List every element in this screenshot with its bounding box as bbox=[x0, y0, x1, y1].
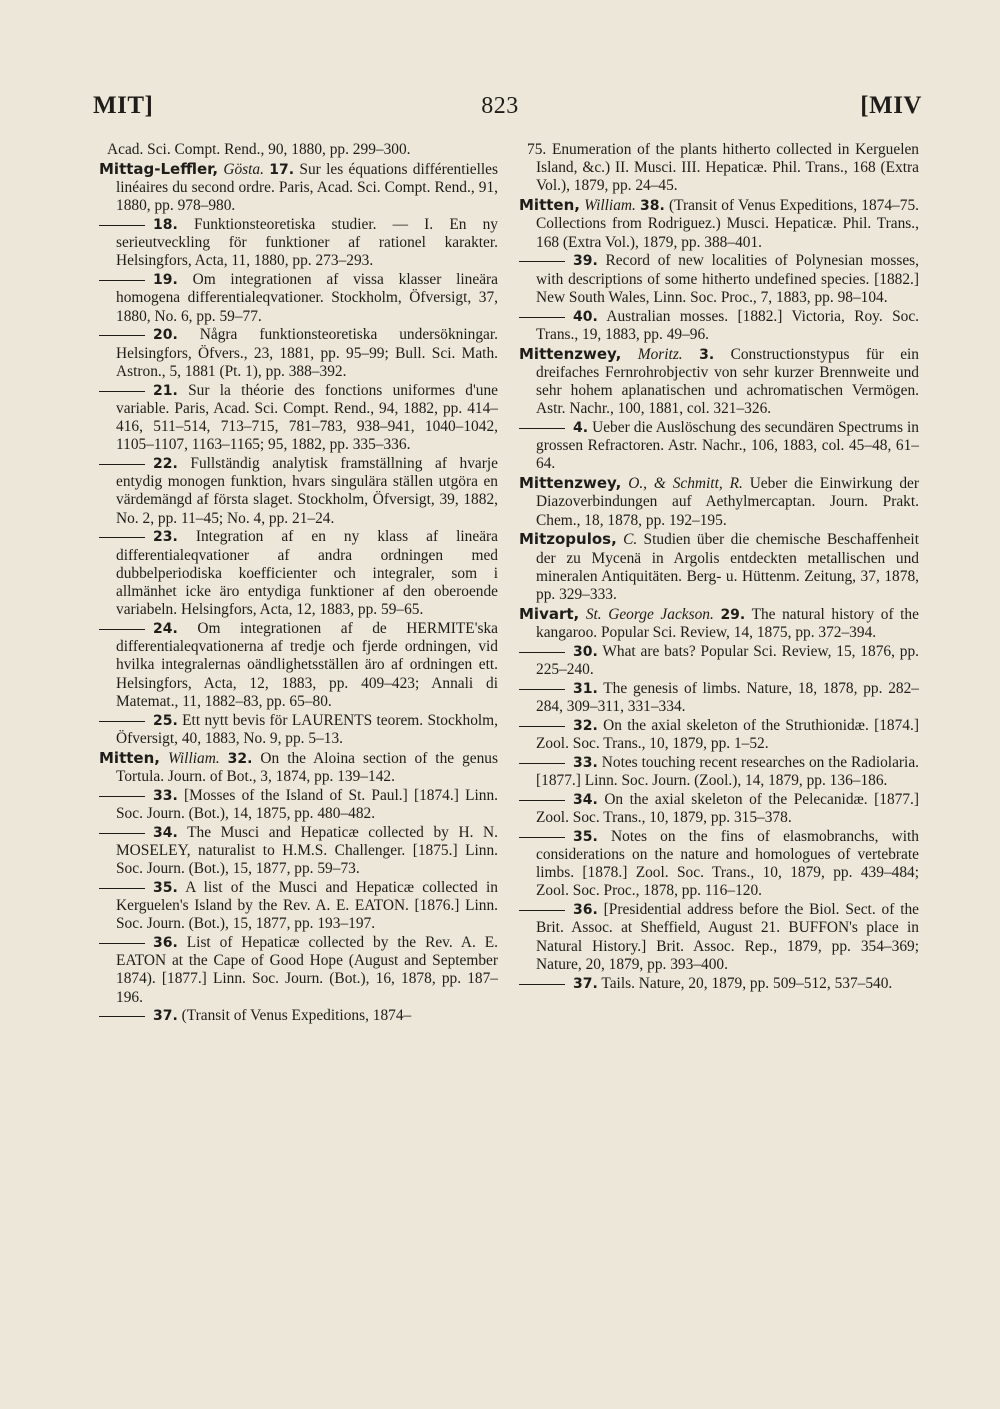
ditto-dash bbox=[99, 225, 145, 226]
author-given-name: Moritz. bbox=[637, 345, 683, 363]
entry-text: (Transit of Venus Expeditions, 1874–75. Collections from Rodriguez.) Musci. Hepaticæ. Phil. Trans., 168 (Extra Vol.), 1879, pp. 388–401. bbox=[536, 197, 919, 251]
bibliography-entry bbox=[99, 382, 498, 455]
author-given-name: O., & Schmitt, R. bbox=[628, 475, 743, 493]
entry-text: Notes on the fins of elasmobranchs, with considerations on the nature and homologues of vertebrate limbs. [1878.] Zool. Soc. Trans., 10, 1879, pp. 439–484; Zool. Soc. Proc., 1878, pp. 116–120. bbox=[536, 827, 919, 900]
bibliography-entry bbox=[519, 643, 919, 679]
bibliography-entry bbox=[519, 605, 919, 642]
ditto-dash bbox=[99, 888, 145, 889]
entry-number: 22. bbox=[153, 456, 178, 473]
ditto-dash bbox=[99, 464, 145, 465]
bibliography-entry bbox=[519, 419, 919, 474]
right-column bbox=[519, 141, 919, 993]
bibliography-entry bbox=[99, 271, 498, 326]
entry-number: 20. bbox=[153, 327, 178, 344]
ditto-dash bbox=[99, 280, 145, 281]
bibliography-entry bbox=[99, 528, 498, 619]
entry-text: Ueber die Auslöschung des secundären Spectrums in grossen Refractoren. Astr. Nachr., 106, 1883, col. 45–48, 61–64. bbox=[536, 419, 919, 473]
ditto-dash bbox=[519, 910, 565, 911]
ditto-dash bbox=[99, 629, 145, 630]
ditto-dash bbox=[99, 391, 145, 392]
running-head-left: MIT] bbox=[93, 92, 154, 119]
entry-text: The Musci and Hepaticæ collected by H. N. MOSELEY, naturalist to H.M.S. Challenger. [1875.] Linn. Soc. Journ. (Bot.), 15, 1877, pp. 59–73. bbox=[116, 823, 498, 878]
bibliography-entry bbox=[519, 680, 919, 716]
entry-text: On the axial skeleton of the Pelecanidæ. [1877.] Zool. Soc. Trans., 10, 1879, pp. 315–378. bbox=[536, 790, 919, 827]
author-name: Mittag-Leffler, bbox=[99, 159, 219, 178]
bibliography-entry bbox=[99, 160, 498, 216]
entry-number: 18. bbox=[153, 217, 178, 233]
entry-text: Ueber die Einwirkung der Diazoverbindungen auf Aethylmercaptan. Journ. Prakt. Chem., 18, 1878, pp. 192–195. bbox=[536, 475, 919, 529]
bibliography-entry bbox=[99, 455, 498, 528]
left-column bbox=[99, 141, 498, 1026]
bibliography-entry bbox=[519, 345, 919, 419]
entry-text: Ett nytt bevis för LAURENTS teorem. Stockholm, Öfversigt, 40, 1883, No. 9, pp. 5–13. bbox=[116, 711, 498, 747]
entry-number: 17. bbox=[269, 161, 295, 178]
entry-number: 37. bbox=[573, 975, 598, 992]
entry-number: 32. bbox=[227, 750, 253, 767]
bibliography-entry bbox=[99, 326, 498, 381]
author-name: Mittenzwey, bbox=[519, 344, 622, 363]
entry-number: 29. bbox=[720, 606, 746, 623]
entry-text: Constructionstypus für ein dreifaches Fernrohrobjectiv von sehr kurzer Brennweite und sehr hohem aplanatischen und achromatischen Vermögen. Astr. Nachr., 100, 1881, col. 321–326. bbox=[536, 345, 919, 418]
entry-number: 34. bbox=[153, 824, 178, 841]
author-given-name: Gösta. bbox=[223, 160, 264, 178]
bibliography-entry bbox=[519, 141, 919, 196]
entry-text: Om integrationen af de HERMITE'ska differentialeqvationerna af tredje och fjerde ordningen, vid hvilka integralernas oändlighetsställen äro af ordningen ett. Helsingfors, Acta, 12, 1883, pp. 409–423; Annali di Matemat., 11, 1882–83, pp. 65–80. bbox=[116, 620, 498, 710]
ditto-dash bbox=[519, 763, 565, 764]
entry-number: 24. bbox=[153, 621, 178, 638]
bibliography-entry bbox=[519, 474, 919, 530]
ditto-dash bbox=[99, 537, 145, 538]
bibliography-entry bbox=[99, 824, 498, 879]
ditto-dash bbox=[99, 796, 145, 797]
bibliography-entry bbox=[519, 252, 919, 307]
author-given-name: William. bbox=[167, 749, 220, 767]
ditto-dash bbox=[519, 652, 565, 653]
author-given-name: St. George Jackson. bbox=[585, 605, 714, 623]
ditto-dash bbox=[519, 689, 565, 690]
bibliography-entry bbox=[519, 975, 919, 993]
author-given-name: William. bbox=[584, 197, 636, 215]
entry-number: 35. bbox=[153, 879, 178, 896]
bibliography-entry bbox=[519, 308, 919, 344]
ditto-dash bbox=[99, 943, 145, 944]
bibliography-entry bbox=[99, 141, 498, 159]
ditto-dash bbox=[519, 984, 565, 985]
bibliography-entry bbox=[99, 216, 498, 271]
entry-text: 75. Enumeration of the plants hitherto collected in Kerguelen Island, &c.) II. Musci. III. Hepaticæ. Phil. Trans., 168 (Extra Vol.), 1879, pp. 24–45. bbox=[527, 141, 919, 195]
entry-number: 36. bbox=[573, 902, 598, 919]
bibliography-entry bbox=[519, 901, 919, 974]
bibliography-entry bbox=[99, 787, 498, 823]
entry-number: 25. bbox=[153, 712, 178, 729]
bibliography-entry bbox=[99, 620, 498, 711]
bibliography-entry bbox=[519, 828, 919, 901]
ditto-dash bbox=[519, 800, 565, 801]
entry-number: 19. bbox=[153, 272, 178, 289]
author-name: Mittenzwey, bbox=[519, 474, 622, 493]
entry-number: 3. bbox=[699, 346, 715, 363]
entry-number: 23. bbox=[153, 529, 178, 546]
entry-number: 34. bbox=[573, 791, 598, 808]
entry-text: Sur la théorie des fonctions uniformes d'une variable. Paris, Acad. Sci. Compt. Rend., 94, 1882, pp. 414–416, 511–514, 713–715, 781–783, 938–941, 1040–1042, 1105–1107, 1163–1165; 95, 1882, pp. 335–336. bbox=[116, 381, 498, 454]
bibliography-entry bbox=[99, 879, 498, 934]
ditto-dash bbox=[519, 428, 565, 429]
bibliography-entry bbox=[519, 717, 919, 753]
entry-text: [Mosses of the Island of St. Paul.] [1874.] Linn. Soc. Journ. (Bot.), 14, 1875, pp. 480–482. bbox=[116, 786, 498, 822]
entry-text: A list of the Musci and Hepaticæ collected in Kerguelen's Island by the Rev. A. E. EATON. [1876.] Linn. Soc. Journ. (Bot.), 15, 1877, pp. 193–197. bbox=[116, 878, 498, 933]
bibliography-entry bbox=[99, 712, 498, 748]
entry-text: Tails. Nature, 20, 1879, pp. 509–512, 537–540. bbox=[601, 974, 893, 992]
entry-number: 40. bbox=[573, 308, 598, 325]
entry-text: Sur les équations différentielles linéaires du second ordre. Paris, Acad. Sci. Compt. Rend., 91, 1880, pp. 978–980. bbox=[116, 160, 498, 215]
entry-number: 38. bbox=[640, 198, 665, 215]
ditto-dash bbox=[519, 726, 565, 727]
entry-number: 32. bbox=[573, 717, 598, 734]
bibliography-entry bbox=[519, 791, 919, 827]
author-name: Mivart, bbox=[519, 604, 580, 623]
entry-number: 33. bbox=[573, 754, 598, 771]
ditto-dash bbox=[99, 721, 145, 722]
bibliography-entry bbox=[99, 749, 498, 786]
bibliography-entry bbox=[519, 754, 919, 790]
entry-text: (Transit of Venus Expeditions, 1874– bbox=[181, 1007, 412, 1025]
author-given-name: C. bbox=[623, 531, 638, 549]
ditto-dash bbox=[519, 261, 565, 262]
entry-text: Australian mosses. [1882.] Victoria, Roy. Soc. Trans., 19, 1883, pp. 49–96. bbox=[536, 307, 919, 343]
ditto-dash bbox=[519, 317, 565, 318]
entry-number: 36. bbox=[153, 935, 178, 952]
entry-text: What are bats? Popular Sci. Review, 15, 1876, pp. 225–240. bbox=[536, 642, 919, 679]
entry-number: 31. bbox=[573, 680, 598, 697]
entry-number: 21. bbox=[153, 382, 178, 399]
ditto-dash bbox=[99, 335, 145, 336]
entry-text: Studien über die chemische Beschaffenheit der zu Mycenä in Argolis entdeckten metallischen und mineralen Antiquitäten. Berg- u. Hüttenm. Zeitung, 37, 1878, pp. 329–333. bbox=[536, 531, 919, 604]
ditto-dash bbox=[99, 833, 145, 834]
entry-text: Några funktionsteoretiska undersökningar. Helsingfors, Öfvers., 23, 1881, pp. 95–99; Bull. Sci. Math. Astron., 5, 1881 (Pt. 1), pp. 388–392. bbox=[116, 326, 498, 380]
author-name: Mitten, bbox=[519, 196, 580, 215]
entry-number: 35. bbox=[573, 828, 598, 845]
entry-text: Funktionsteoretiska studier. — I. En ny serieutveckling för funktioner af rationel karakter. Helsingfors, Acta, 11, 1880, pp. 273–293. bbox=[116, 216, 498, 270]
entry-number: 30. bbox=[573, 643, 598, 660]
entry-number: 39. bbox=[573, 253, 598, 270]
bibliography-entry bbox=[519, 196, 919, 252]
entry-text: On the axial skeleton of the Struthionidæ. [1874.] Zool. Soc. Trans., 10, 1879, pp. 1–52. bbox=[536, 716, 919, 753]
bibliography-entry bbox=[519, 530, 919, 604]
entry-text: On the Aloina section of the genus Tortula. Journ. of Bot., 3, 1874, pp. 139–142. bbox=[116, 749, 498, 785]
entry-number: 37. bbox=[153, 1008, 178, 1025]
entry-text: The natural history of the kangaroo. Popular Sci. Review, 14, 1875, pp. 372–394. bbox=[536, 605, 919, 642]
entry-text: Om integrationen af vissa klasser lineära homogena differentialeqvationer. Stockholm, Öfversigt, 37, 1880, No. 6, pp. 59–77. bbox=[116, 271, 498, 325]
entry-text: Record of new localities of Polynesian mosses, with descriptions of some hitherto undefined species. [1882.] New South Wales, Linn. Soc. Proc., 7, 1883, pp. 98–104. bbox=[536, 252, 919, 306]
entry-text: Integration af en ny klass af lineära differentialeqvationer af andra ordningen med dubbelperiodiska koefficienter och integraler, som i allmänhet icke äro entydiga funktioner af den oberoende variabeln. Helsingfors, Acta, 12, 1883, pp. 59–65. bbox=[116, 528, 498, 619]
entry-number: 4. bbox=[573, 420, 589, 437]
entry-text: Fullständig analytisk framställning af hvarje entydig monogen funktion, hvars singulära ställen utgöra en värdemängd af första slaget. Stockholm, Öfversigt, 39, 1882, No. 2, pp. 11–45; No. 4, pp. 21–24. bbox=[116, 455, 498, 527]
entry-text: [Presidential address before the Biol. Sect. of the Brit. Assoc. at Sheffield, August 21. BUFFON's place in Natural History.] Brit. Assoc. Rep., 1879, pp. 354–369; Nature, 20, 1879, pp. 393–400. bbox=[536, 901, 919, 973]
entry-number: 33. bbox=[153, 787, 178, 804]
author-name: Mitzopulos, bbox=[519, 530, 617, 549]
page-number: 823 bbox=[481, 93, 519, 119]
entry-text: Notes touching recent researches on the Radiolaria. [1877.] Linn. Soc. Journ. (Zool.), 14, 1879, pp. 136–186. bbox=[536, 753, 919, 790]
ditto-dash bbox=[519, 837, 565, 838]
entry-text: The genesis of limbs. Nature, 18, 1878, pp. 282–284, 309–311, 331–334. bbox=[536, 679, 919, 716]
entry-text: List of Hepaticæ collected by the Rev. A. E. EATON at the Cape of Good Hope (August and September 1874). [1877.] Linn. Soc. Journ. (Bot.), 16, 1878, pp. 187–196. bbox=[116, 934, 498, 1006]
bibliography-entry bbox=[99, 1007, 498, 1025]
ditto-dash bbox=[99, 1016, 145, 1017]
author-name: Mitten, bbox=[99, 748, 160, 767]
running-head-right: [MIV bbox=[860, 92, 922, 119]
bibliography-entry bbox=[99, 934, 498, 1007]
entry-text: Acad. Sci. Compt. Rend., 90, 1880, pp. 299–300. bbox=[107, 141, 411, 158]
